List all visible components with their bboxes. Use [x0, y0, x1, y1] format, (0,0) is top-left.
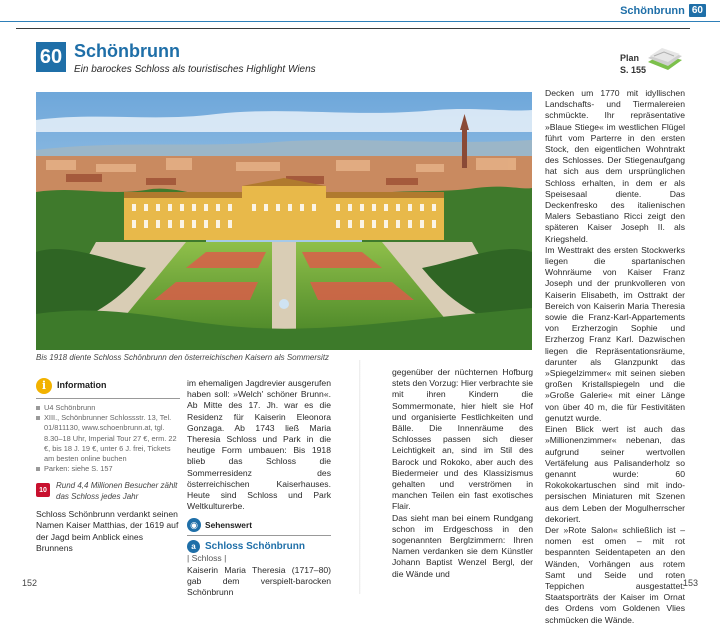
header-rule: [16, 28, 690, 29]
photo-caption: Bis 1918 diente Schloss Schönbrunn den österreichischen Kaisern als Sommersitz: [36, 353, 330, 362]
page-number-right: 153: [682, 578, 698, 588]
sight-entry-title: [187, 540, 331, 553]
info-icon: i: [36, 378, 52, 394]
body-text: Kaiserin Maria Theresia (1717–80) gab dem verspielt-barocken Schönbrunn: [187, 564, 331, 598]
chapter-title: Schönbrunn: [74, 41, 180, 61]
column-2: [187, 378, 331, 598]
sight-badge: a: [187, 540, 200, 553]
plan-reference[interactable]: [620, 52, 646, 76]
running-head-number: 60: [689, 4, 706, 17]
palace-photo: [36, 92, 532, 350]
top-rule: [0, 21, 720, 22]
body-text: Decken um 1770 mit idyllischen Landschafts- und Tiermalereien schmückte. Ihr repräsentative »Blaue Stiege« im westlichen Flügel führt vom Parterre in den ersten Stock, den eigentlichen Wohntrakt des Schlosses. Der Stiegenaufgang hat sich aus dem ursprünglichen Schloss erhalten, in dem er als Speisesaal diente. Das Deckenfresko des italienischen Malers Sebastiano Ricci zeigt den späteren Kaiser Joseph II. als Kriegsheld.: [545, 88, 685, 244]
sights-title: Sehenswert: [205, 519, 253, 530]
map-icon: [646, 44, 684, 76]
sight-name: Schloss Schönbrunn: [205, 541, 306, 553]
body-text: Der »Rote Salon« schließlich ist – nomen est omen – mit rot bespannten Seidentapeten an den Wänden, Vorhängen aus rotem Samt und Seide und roten Teppichen ausgestattet: Staatsporträts der Kaiser im Ornat des Ordens vom Goldenen Vlies schmücken die Wände.: [545, 524, 685, 625]
info-box-rule: [36, 398, 180, 399]
body-text: Das sieht man bei einem Rundgang schon im Erdgeschoss in den sogenannten Berglzimmern: Ihren Namen verdanken sie dem Künstler Johann Baptist Wenzel Bergl, der die Wände und: [392, 512, 533, 579]
plan-label: Plan: [620, 53, 640, 63]
info-item-text: Parken: siehe S. 157: [44, 464, 113, 474]
address-icon: [36, 416, 40, 420]
plan-page: S. 155: [620, 65, 647, 75]
info-box-header: [36, 378, 180, 394]
body-text: Schloss Schönbrunn verdankt seinen Namen Kaiser Matthias, der 1619 auf der Jagd beim Anblick eines Brunnens: [36, 509, 179, 553]
column-3: [392, 367, 533, 580]
eye-icon: ◉: [187, 518, 201, 532]
palace-photo-image: [36, 92, 532, 350]
info-item-parking: [36, 464, 180, 474]
sight-type: | Schloss |: [187, 553, 227, 564]
subway-icon: [36, 406, 40, 410]
info-item-transit: [36, 403, 180, 413]
fact-box: [36, 481, 180, 502]
chapter-number: 60: [36, 42, 66, 72]
info-item-text: U4 Schönbrunn: [44, 403, 96, 412]
body-text: Einen Blick wert ist auch das »Millionenzimmer« nebenan, das aufgrund seiner wertvollen Vertäfelung aus Palisanderholz so genannt wurde: 60 Rokokokartuschen sind mit indo-persischen Miniaturen mit Szenen aus dem Leben der Mogulherrscher dekoriert.: [545, 424, 685, 524]
sights-rule: [187, 535, 331, 536]
running-head-title: Schönbrunn: [620, 4, 685, 17]
body-text: im ehemaligen Jagdrevier ausgerufen haben soll: »Welch' schöner Brunn«. Ab Mitte des 17. Jh. war es die Residenz für Kaiserin Eleonora Gonzaga. Ab 1743 ließ Maria Theresia Schloss und Park in die heutige Form umbauen: Bis 1918 blieb das Schloss die Sommerresidenz des österreichischen Kaiserhauses. Heute sind Schloss und Park Weltkulturerbe.: [187, 378, 331, 512]
column-1: [36, 378, 180, 554]
info-list: [36, 403, 180, 474]
top-bar: [0, 0, 720, 22]
body-text: Im Westtrakt des ersten Stockwerks liegen die spartanischen Wohnräume von Kaiser Franz Joseph und der prunkvolleren von Kaiserin Elisabeth, im Osttrakt der Bereich von Kaiserin Maria Theresia sowie die Franz-Karl-Appartements von Erzherzogin Sophie und Erzherzog Franz Karl. Dazwischen liegen die Repräsentationsräume, darunter als Glanzpunkt das »Spiegelzimmer« mit seinen sieben großen Kristallspiegeln und die »Große Galerie« mit einer Länge von über 40 m, die für Festivitäten genutzt wurde.: [545, 244, 685, 423]
sights-header: [187, 518, 331, 532]
fact-text: Rund 4,4 Millionen Besucher zählt das Schloss jedes Jahr: [56, 481, 178, 501]
body-text: gegenüber der nüchternen Hofburg stets den Vorzug: Hier verbrachte sie mit ihren Kindern die Sommermonate, hier hielt sie Hof und organisierte Festlichkeiten und Bälle. Die Innenräume des Schlosses passen sich dieser Leichtigkeit an, sind im Stil des Barock und Rokoko, aber auch des Biedermeier und des Klassizismus gehalten und verströmen in manchen Teilen ein fast exotisches Flair.: [392, 367, 533, 512]
parking-icon: [36, 467, 40, 471]
info-box-title: Information: [57, 380, 107, 391]
info-item-address: [36, 413, 180, 464]
info-item-text: XIII., Schönbrunner Schlossstr. 13, Tel. 01/811130, www.schoenbrunn.at, tgl. 8.30–18 Uhr, Imperial Tour 27 €, erm. 22 €, bis 18 J. 19 €, unter 6 J. frei, Tickets am besten online buchen: [44, 413, 177, 464]
chapter-subtitle: Ein barockes Schloss als touristisches Highlight Wiens: [74, 64, 316, 75]
page-number-left: 152: [22, 578, 38, 588]
fact-badge: 10: [36, 483, 50, 497]
page-gutter: [359, 360, 361, 594]
column-4: [545, 88, 685, 626]
running-head: [620, 4, 706, 17]
